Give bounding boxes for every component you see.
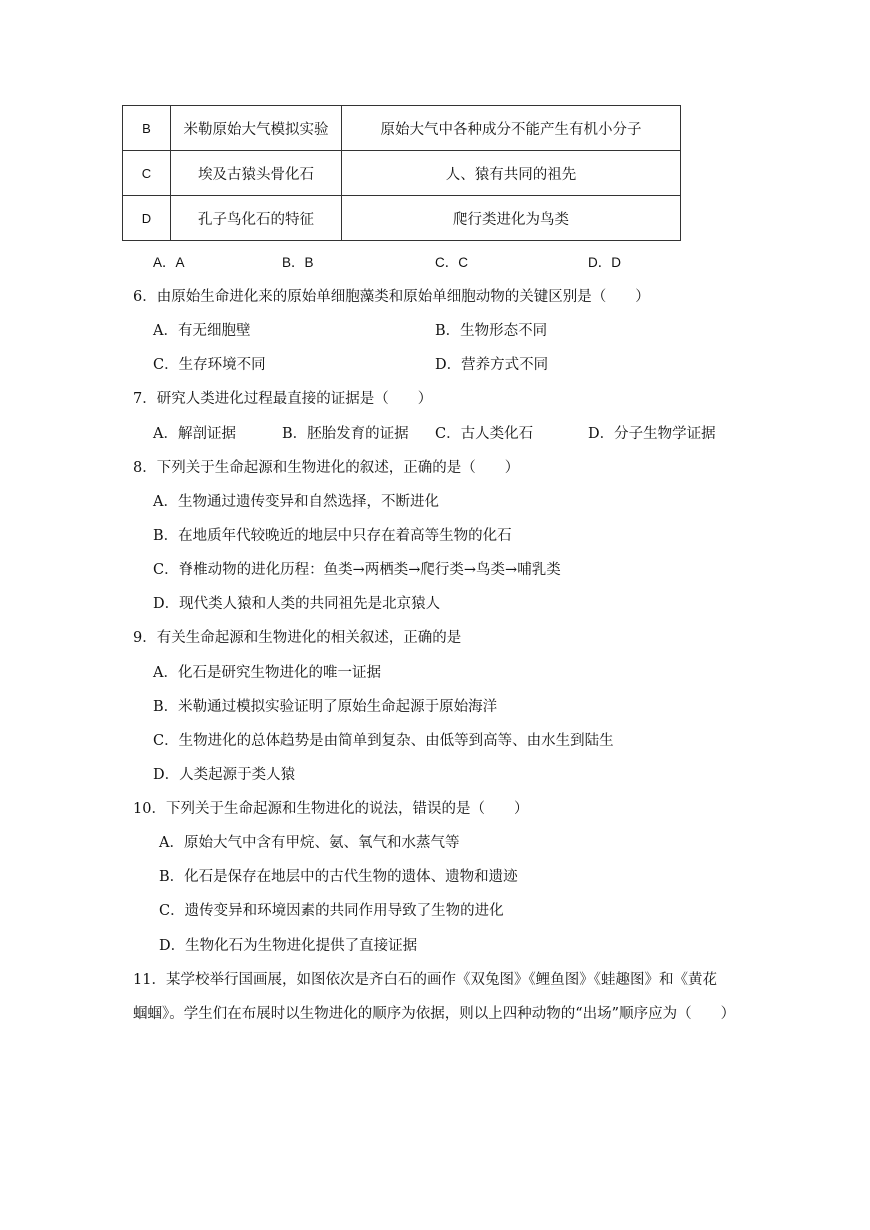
row-evidence: 孔子鸟化石的特征 <box>171 196 342 241</box>
q10-option-a: A．原始大气中含有甲烷、氨、氧气和水蒸气等 <box>159 835 460 851</box>
row-letter: B <box>123 106 171 151</box>
q7-option-c: C．古人类化石 <box>435 426 534 442</box>
evidence-conclusion-table <box>122 105 681 241</box>
q7-stem: 7．研究人类进化过程最直接的证据是（ ） <box>133 391 433 407</box>
q10-option-c: C．遗传变异和环境因素的共同作用导致了生物的进化 <box>159 903 504 919</box>
q8-option-c: C．脊椎动物的进化历程：鱼类→两栖类→爬行类→鸟类→哺乳类 <box>153 562 561 578</box>
q6-option-c: C．生存环境不同 <box>153 357 266 373</box>
q6-option-d: D．营养方式不同 <box>435 357 549 373</box>
q10-option-d: D．生物化石为生物进化提供了直接证据 <box>159 938 418 954</box>
q8-stem: 8．下列关于生命起源和生物进化的叙述，正确的是（ ） <box>133 460 520 476</box>
row-letter: C <box>123 151 171 196</box>
q8-option-d: D．现代类人猿和人类的共同祖先是北京猿人 <box>153 596 441 612</box>
q9-option-b: B．米勒通过模拟实验证明了原始生命起源于原始海洋 <box>153 699 498 715</box>
row-conclusion: 人、猿有共同的祖先 <box>342 151 681 196</box>
row-evidence: 埃及古猿头骨化石 <box>171 151 342 196</box>
q6-option-a: A．有无细胞壁 <box>153 323 251 339</box>
q5-option-b: B．B <box>282 255 314 270</box>
row-conclusion: 原始大气中各种成分不能产生有机小分子 <box>342 106 681 151</box>
row-evidence: 米勒原始大气模拟实验 <box>171 106 342 151</box>
q9-stem: 9．有关生命起源和生物进化的相关叙述，正确的是 <box>133 630 462 646</box>
q6-option-b: B．生物形态不同 <box>435 323 548 339</box>
q9-option-d: D．人类起源于类人猿 <box>153 767 296 783</box>
q5-option-c: C．C <box>435 255 468 270</box>
q5-option-d: D．D <box>588 255 621 270</box>
q11-stem-line1: 11．某学校举行国画展，如图依次是齐白石的画作《双兔图》《鲤鱼图》《蛙趣图》和《黄花 <box>133 972 717 988</box>
q10-option-b: B．化石是保存在地层中的古代生物的遗体、遗物和遗迹 <box>159 869 518 885</box>
q7-option-b: B．胚胎发育的证据 <box>282 426 409 442</box>
q5-option-a: A．A <box>153 255 185 270</box>
q6-stem: 6．由原始生命进化来的原始单细胞藻类和原始单细胞动物的关键区别是（ ） <box>133 289 650 305</box>
q7-option-a: A．解剖证据 <box>153 426 236 442</box>
row-conclusion: 爬行类进化为鸟类 <box>342 196 681 241</box>
table-row <box>123 106 681 151</box>
row-letter: D <box>123 196 171 241</box>
q8-option-a: A．生物通过遗传变异和自然选择，不断进化 <box>153 494 439 510</box>
table-row <box>123 196 681 241</box>
q9-option-c: C．生物进化的总体趋势是由简单到复杂、由低等到高等、由水生到陆生 <box>153 733 614 749</box>
q7-option-d: D．分子生物学证据 <box>588 426 716 442</box>
q9-option-a: A．化石是研究生物进化的唯一证据 <box>153 665 381 681</box>
q11-stem-line2: 蝈蝈》。学生们在布展时以生物进化的顺序为依据，则以上四种动物的“出场”顺序应为（ ） <box>133 1006 736 1022</box>
q10-stem: 10．下列关于生命起源和生物进化的说法，错误的是（ ） <box>133 801 529 817</box>
table-row <box>123 151 681 196</box>
q8-option-b: B．在地质年代较晚近的地层中只存在着高等生物的化石 <box>153 528 512 544</box>
